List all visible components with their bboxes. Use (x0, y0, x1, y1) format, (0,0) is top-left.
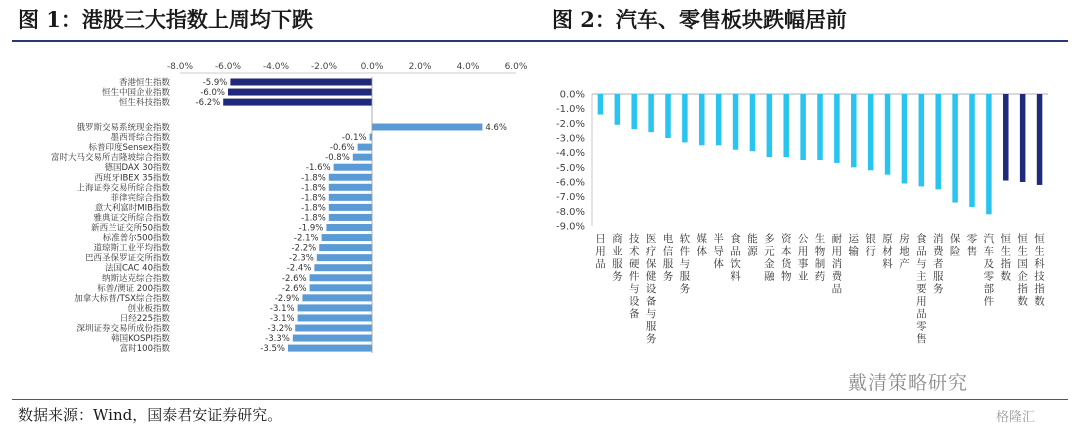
category-label-char: 体 (696, 245, 708, 258)
category-label-char: 主 (916, 270, 927, 283)
data-label: -1.8% (301, 193, 326, 204)
data-label: -1.8% (301, 183, 326, 194)
category-label (730, 232, 741, 283)
category-label-char: 品 (831, 283, 843, 295)
category-label: 西班牙IBEX 35指数 (94, 173, 170, 184)
category-label-char: 品 (595, 258, 606, 270)
bar (750, 94, 756, 151)
logo-text: 格隆汇 (996, 410, 1036, 425)
data-label: -1.8% (301, 203, 326, 214)
bar (952, 94, 958, 203)
bar (986, 94, 992, 214)
data-label: -1.9% (298, 223, 324, 234)
x-tick-label: -2.0% (310, 62, 338, 72)
category-label (1017, 232, 1028, 308)
data-label: -6.0% (200, 88, 225, 99)
category-label (984, 233, 995, 308)
bar (615, 94, 621, 125)
category-label-char: 业 (797, 270, 809, 283)
category-label-char: 售 (966, 245, 978, 258)
category-label-char: 汽 (983, 233, 995, 245)
data-label: -2.6% (281, 283, 307, 294)
bar (767, 94, 773, 157)
data-label: -3.1% (269, 313, 295, 324)
data-label: 4.6% (485, 123, 508, 133)
category-label-char: 费 (932, 245, 944, 258)
bar (1020, 94, 1026, 182)
category-label (815, 232, 826, 283)
category-label-char: 元 (764, 245, 775, 258)
y-tick-label: -7.0% (555, 192, 585, 204)
category-label-char: 备 (645, 295, 657, 308)
category-label-char: 务 (612, 270, 623, 283)
category-label: 深圳证券交易所成份指数 (76, 324, 170, 334)
category-label-char: 消 (831, 258, 843, 270)
category-label (882, 233, 893, 270)
category-label-char: 源 (747, 245, 758, 258)
x-tick-label: -4.0% (262, 62, 290, 72)
category-label: 德国DAX 30指数 (104, 163, 170, 174)
x-tick-label: 4.0% (456, 62, 480, 72)
category-label-char: 备 (628, 308, 640, 320)
category-label: 标普/澳证 200指数 (97, 283, 170, 294)
category-label-char: 疗 (645, 245, 657, 258)
category-label (697, 232, 708, 258)
category-label-char: 者 (932, 258, 944, 270)
category-label: 富时100指数 (119, 344, 170, 355)
category-label-char: 房 (899, 233, 910, 245)
footer-rule (12, 399, 1068, 400)
category-label: 恒生中国企业指数 (101, 88, 170, 99)
category-label-char: 物 (780, 270, 792, 283)
category-label-char: 务 (662, 270, 674, 283)
bar (631, 94, 637, 129)
category-label-char: 食 (730, 233, 741, 245)
y-tick-label: -4.0% (555, 148, 585, 160)
category-label-char: 服 (932, 270, 944, 283)
category-label: 新西兰证交所50指数 (91, 223, 170, 234)
category-label (781, 232, 793, 283)
category-label-char: 产 (899, 258, 910, 270)
y-tick-label: -3.0% (555, 133, 585, 145)
data-label: -3.5% (260, 344, 285, 355)
bar (851, 94, 857, 167)
category-label-char: 软 (679, 233, 691, 245)
bar (1037, 94, 1043, 185)
category-label-char: 导 (713, 245, 724, 258)
category-label-char: 及 (983, 258, 995, 270)
category-label (680, 232, 691, 295)
category-label-char: 售 (916, 333, 927, 345)
category-label-char: 用 (916, 295, 927, 308)
category-label-char: 制 (814, 258, 826, 270)
category-label-char: 生 (1034, 245, 1045, 258)
category-label: 富时大马交易所吉隆坡综合指数 (50, 153, 170, 164)
category-label-char: 药 (814, 270, 826, 283)
category-label-char: 半 (713, 233, 724, 245)
category-label: 雅典证交所综合指数 (93, 213, 170, 224)
category-label-char: 服 (612, 258, 623, 270)
data-label: -2.6% (281, 273, 307, 284)
category-label-char: 指 (1034, 283, 1045, 295)
category-label-char: 物 (814, 245, 826, 258)
bar (682, 94, 688, 142)
category-label-char: 与 (679, 258, 691, 270)
category-label-char: 本 (780, 245, 792, 258)
category-label-char: 指 (1000, 258, 1012, 270)
bar (1003, 94, 1009, 181)
category-label (950, 232, 961, 258)
data-label: -0.1% (341, 133, 367, 144)
category-label (865, 232, 876, 258)
data-label: -1.8% (301, 173, 326, 184)
category-label-char: 保 (949, 233, 961, 245)
data-label: -2.4% (286, 263, 312, 274)
category-label-char: 务 (679, 283, 691, 295)
category-label-char: 保 (645, 258, 657, 270)
category-label-char: 指 (1017, 283, 1028, 295)
category-label: 墨西哥综合指数 (110, 133, 170, 144)
data-label: -0.8% (325, 153, 350, 164)
bar (800, 94, 806, 160)
data-label: -2.1% (293, 233, 319, 244)
category-label (713, 232, 724, 270)
category-label: 道琼斯工业平均指数 (93, 243, 170, 254)
category-label-char: 数 (1000, 270, 1012, 283)
watermark-text: 戴清策略研究 (848, 372, 969, 394)
category-label-char: 术 (628, 245, 640, 258)
category-label-char: 公 (797, 233, 809, 245)
category-label-char: 车 (983, 245, 995, 258)
y-tick-label: -1.0% (555, 104, 585, 116)
category-label-char: 原 (882, 233, 893, 245)
bar (665, 94, 671, 138)
data-label: -2.9% (274, 293, 300, 304)
category-label (916, 232, 927, 345)
category-label-char: 费 (831, 270, 843, 283)
y-tick-label: -5.0% (555, 162, 585, 174)
category-label-char: 数 (1017, 295, 1028, 308)
bar (817, 94, 823, 160)
y-tick-label: 0.0% (559, 89, 585, 101)
category-label-char: 电 (662, 233, 674, 245)
category-label-char: 与 (645, 308, 657, 320)
x-tick-label: 0.0% (360, 62, 384, 72)
category-label (747, 232, 758, 258)
category-label-char: 国 (1017, 258, 1028, 270)
category-label-char: 恒 (1034, 233, 1045, 245)
category-label: 恒生科技指数 (118, 98, 170, 109)
category-label-char: 零 (916, 320, 927, 333)
data-label: -0.6% (329, 143, 355, 154)
category-label: 上海证券交易所综合指数 (76, 183, 170, 194)
x-tick-label: -8.0% (166, 62, 194, 72)
category-label-char: 与 (628, 283, 640, 295)
category-label-char: 用 (831, 245, 843, 258)
category-label-char: 服 (662, 258, 674, 270)
category-label-char: 恒 (1000, 233, 1012, 245)
category-label (849, 233, 860, 258)
y-tick-label: -2.0% (555, 118, 585, 130)
category-label-char: 医 (645, 233, 657, 245)
category-label-char: 媒 (696, 233, 708, 245)
category-label-char: 料 (882, 258, 893, 270)
bar (716, 94, 722, 145)
x-tick-label: -6.0% (214, 62, 242, 72)
category-label: 纳斯达克综合指数 (101, 273, 170, 284)
category-label-char: 耐 (831, 233, 843, 245)
category-label: 韩国KOSPI指数 (111, 334, 170, 345)
category-label-char: 食 (916, 233, 927, 245)
data-label: -2.2% (291, 243, 317, 254)
category-label: 意大利富时MIB指数 (94, 203, 170, 214)
category-label: 标普印度Sensex指数 (88, 143, 170, 154)
category-label-char: 运 (848, 233, 860, 245)
category-label-char: 日 (595, 233, 606, 245)
category-label-char: 险 (949, 245, 961, 258)
category-label-char: 件 (628, 270, 640, 283)
data-label: -3.2% (267, 324, 293, 334)
category-label: 香港恒生指数 (118, 78, 170, 88)
category-label-char: 件 (983, 295, 995, 308)
category-label-char: 能 (747, 233, 758, 245)
category-label: 俄罗斯交易系统现金指数 (76, 123, 170, 133)
figure-1-title: 图 1：港股三大指数上周均下跌 (18, 7, 313, 32)
category-label-char: 设 (628, 295, 640, 308)
category-label-char: 设 (645, 283, 657, 295)
category-label (1034, 232, 1045, 308)
category-label-char: 多 (764, 233, 775, 245)
category-label-char: 饮 (730, 258, 741, 270)
category-label-char: 恒 (1017, 233, 1028, 245)
category-label-char: 用 (797, 245, 809, 258)
category-label-char: 体 (713, 258, 724, 270)
category-label-char: 信 (662, 245, 674, 258)
category-label-char: 地 (899, 245, 910, 258)
category-label-char: 商 (612, 233, 623, 245)
category-label-char: 材 (882, 245, 893, 258)
category-label-char: 科 (1034, 258, 1045, 270)
y-tick-label: -8.0% (555, 206, 585, 218)
category-label-char: 融 (764, 270, 775, 283)
category-label: 日经225指数 (119, 313, 170, 324)
category-label-char: 输 (848, 245, 860, 258)
bar (902, 94, 908, 183)
category-label-char: 服 (645, 320, 657, 333)
category-label-char: 务 (932, 283, 944, 295)
category-label-char: 务 (645, 333, 657, 345)
bar (868, 94, 874, 170)
data-source-note: 数据来源：Wind，国泰君安证券研究。 (18, 406, 283, 424)
y-tick-label: -9.0% (555, 221, 585, 233)
category-label: 加拿大标普/TSX综合指数 (74, 293, 170, 304)
bar (699, 94, 705, 145)
category-label-char: 用 (595, 245, 606, 258)
data-label: -3.3% (265, 334, 290, 345)
x-tick-label: 6.0% (504, 62, 528, 72)
data-label: -1.6% (305, 163, 331, 174)
category-label-char: 要 (916, 283, 927, 295)
category-label-char: 货 (780, 258, 792, 270)
category-label-char: 事 (797, 258, 809, 270)
category-label-char: 行 (865, 245, 876, 258)
category-label-char: 技 (628, 233, 640, 245)
category-label-char: 生 (814, 233, 826, 245)
category-label-char: 健 (645, 270, 657, 283)
category-label-char: 数 (1034, 295, 1045, 308)
category-label-char: 与 (916, 258, 927, 270)
y-tick-label: -6.0% (555, 177, 585, 189)
bar (783, 94, 789, 157)
bar (935, 94, 941, 189)
category-label-char: 零 (983, 270, 995, 283)
category-label-char: 部 (983, 283, 995, 295)
category-label-char: 技 (1034, 270, 1045, 283)
bar (969, 94, 975, 207)
data-label: -5.9% (202, 78, 228, 88)
category-label-char: 服 (679, 270, 691, 283)
figure-2-title: 图 2：汽车、零售板块跌幅居前 (552, 7, 847, 32)
category-label: 标准普尔500指数 (102, 233, 170, 244)
bar (648, 94, 654, 132)
bar (834, 94, 840, 163)
category-label-char: 企 (1017, 270, 1028, 283)
category-label (612, 232, 623, 283)
category-label (832, 232, 843, 295)
data-label: -2.3% (289, 253, 314, 264)
bar (919, 94, 925, 186)
bar (885, 94, 891, 175)
category-label (899, 232, 910, 270)
category-label-char: 件 (679, 245, 691, 258)
category-label (764, 233, 775, 283)
category-label-char: 品 (916, 245, 927, 258)
data-label: -6.2% (195, 98, 221, 109)
x-tick-label: 2.0% (408, 62, 432, 72)
category-label: 菲律宾综合指数 (110, 193, 170, 204)
category-label (629, 232, 640, 320)
category-label-char: 品 (916, 308, 927, 320)
data-label: -1.8% (301, 213, 326, 224)
category-label (967, 233, 978, 258)
category-label (1001, 232, 1012, 283)
category-label: 巴西圣保罗证交所指数 (84, 253, 170, 264)
category-label-char: 料 (730, 270, 741, 283)
category-label-char: 硬 (628, 258, 640, 270)
category-label (595, 233, 606, 270)
category-label: 创业板指数 (127, 303, 170, 314)
bar (598, 94, 604, 115)
category-label (933, 232, 944, 295)
category-label-char: 生 (1017, 245, 1028, 258)
bar (733, 94, 739, 150)
category-label (663, 232, 674, 283)
category-label-char: 资 (780, 233, 792, 245)
data-label: -3.1% (269, 303, 295, 314)
category-label-char: 业 (612, 245, 623, 258)
category-label: 法国CAC 40指数 (104, 263, 170, 274)
category-label-char: 消 (932, 233, 944, 245)
category-label-char: 零 (966, 233, 978, 245)
category-label-char: 银 (865, 233, 876, 245)
category-label-char: 生 (1000, 245, 1012, 258)
category-label-char: 金 (764, 258, 775, 270)
category-label (798, 233, 809, 283)
category-label (646, 233, 657, 345)
category-label-char: 品 (730, 245, 741, 258)
